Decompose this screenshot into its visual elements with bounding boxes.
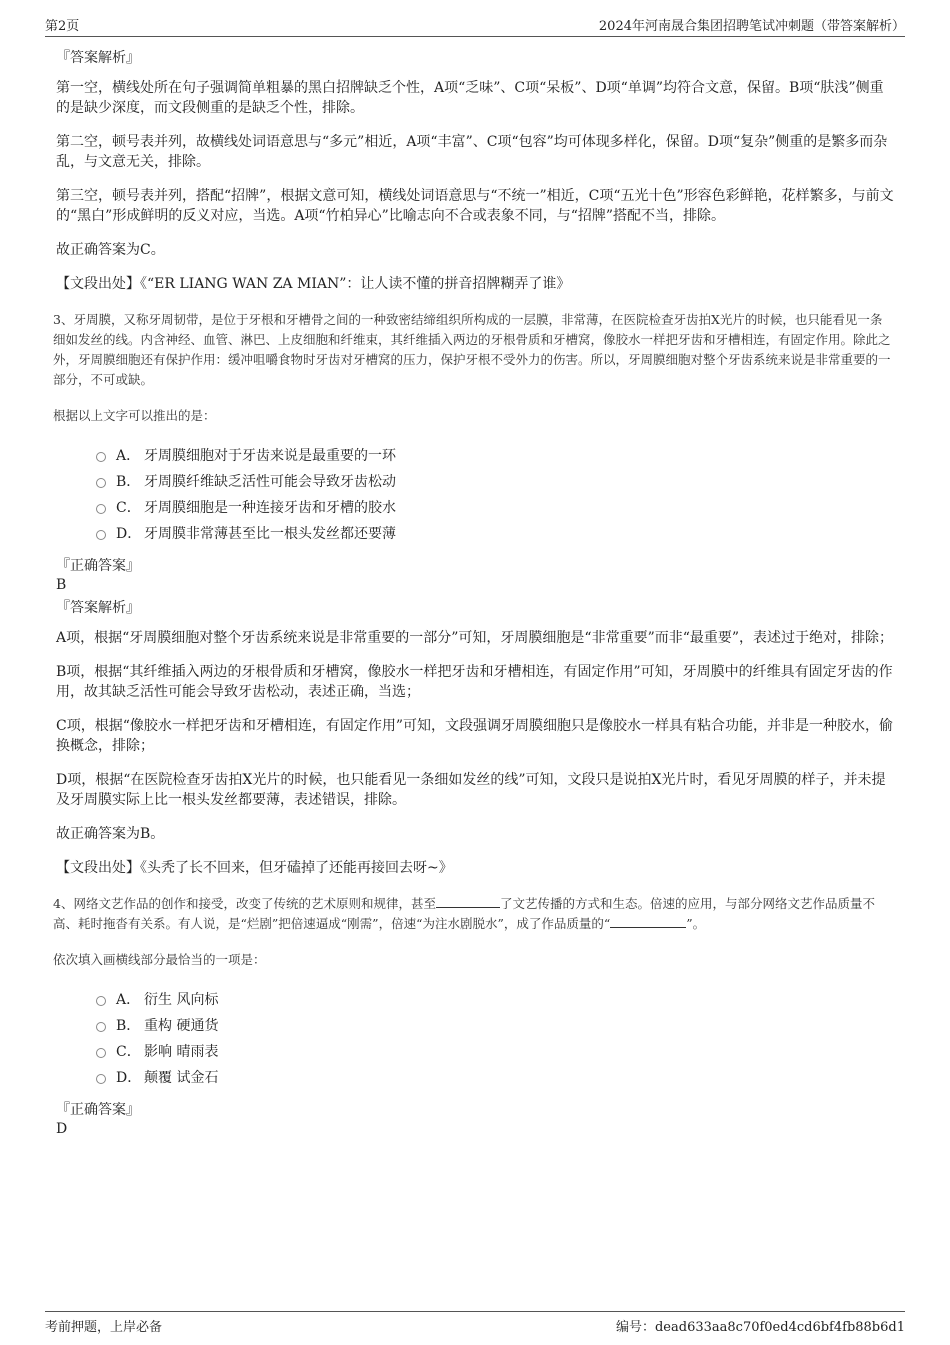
- q4-option-b[interactable]: B． 重构 硬通货: [96, 1012, 894, 1038]
- q2-analysis-p3: 第三空，顿号表并列，搭配“招牌”，根据文意可知，横线处词语意思与“不统一”相近，C项“五光十色”形容色彩鲜艳，花样繁多，与前文的“黑白”形成鲜明的反义对应，当选。A项“竹柏异心”比喻志向不合或表象不同，与“招牌”搭配不当，排除。: [56, 188, 894, 224]
- q3-options: [96, 442, 894, 546]
- q3-option-a[interactable]: A． 牙周膜细胞对于牙齿来说是最重要的一环: [96, 442, 894, 468]
- q3-option-d[interactable]: D． 牙周膜非常薄甚至比一根头发丝都还要薄: [96, 520, 894, 546]
- q3-analysis-d: D项，根据“在医院检查牙齿拍X光片的时候，也只能看见一条细如发丝的线”可知，文段只是说拍X光片时，看见牙周膜的样子，并未提及牙周膜实际上比一根头发丝都要薄，表述错误，排除。: [56, 772, 886, 808]
- q3-analysis-a: A项，根据“牙周膜细胞对整个牙齿系统来说是非常重要的一部分”可知，牙周膜细胞是“非常重要”而非“最重要”，表述过于绝对，排除；: [56, 630, 894, 646]
- q4-stem: 4、网络文艺作品的创作和接受，改变了传统的艺术原则和规律，甚至 了文艺传播的方式和生态。倍速的应用，与部分网络文艺作品质量不高、耗时拖沓有关系。有人说，是“烂剧”把倍速逼成“刚需”，倍速“为注水剧脱水”，成了作品质量的“ ”。: [53, 896, 875, 931]
- blank-1: [436, 895, 500, 908]
- blank-2: [610, 915, 686, 928]
- document-title: 2024年河南晟合集团招聘笔试冲刺题（带答案解析）: [598, 19, 905, 34]
- q2-analysis-p1: 第一空，横线处所在句子强调简单粗暴的黑白招牌缺乏个性，A项“乏味”、C项“呆板”、D项“单调”均符合文意，保留。B项“肤浅”侧重的是缺少深度，而文段侧重的是缺乏个性，排除。: [56, 80, 884, 116]
- radio-icon[interactable]: [96, 452, 106, 462]
- radio-icon[interactable]: [96, 1022, 106, 1032]
- q4-option-d[interactable]: D． 颠覆 试金石: [96, 1064, 894, 1090]
- page-header: [45, 14, 905, 37]
- q3-analysis-label: 『答案解析』: [56, 600, 140, 616]
- radio-icon[interactable]: [96, 996, 106, 1006]
- q3-source: 【文段出处】《头秃了长不回来，但牙磕掉了还能再接回去呀~》: [56, 860, 453, 876]
- page-number: 第2页: [45, 19, 80, 34]
- q3-conclusion: 故正确答案为B。: [56, 826, 165, 842]
- q3-answer: B: [56, 577, 67, 593]
- document-body: [53, 44, 894, 1138]
- q3-answer-label: 『正确答案』: [56, 558, 140, 574]
- q2-conclusion: 故正确答案为C。: [56, 242, 165, 258]
- q3-option-c[interactable]: C． 牙周膜细胞是一种连接牙齿和牙槽的胶水: [96, 494, 894, 520]
- footer-slogan: 考前押题，上岸必备: [45, 1320, 163, 1335]
- q4-answer: D: [56, 1121, 68, 1137]
- q2-source: 【文段出处】《“ER LIANG WAN ZA MIAN”：让人读不懂的拼音招牌糊弄了谁》: [56, 276, 571, 292]
- q4-answer-label: 『正确答案』: [56, 1102, 140, 1118]
- radio-icon[interactable]: [96, 530, 106, 540]
- q3-prompt: 根据以上文字可以推出的是：: [53, 408, 216, 423]
- q2-analysis-label: 『答案解析』: [56, 50, 140, 66]
- q3-analysis-c: C项，根据“像胶水一样把牙齿和牙槽相连，有固定作用”可知，文段强调牙周膜细胞只是像胶水一样具有粘合功能，并非是一种胶水，偷换概念，排除；: [56, 718, 894, 754]
- radio-icon[interactable]: [96, 478, 106, 488]
- radio-icon[interactable]: [96, 504, 106, 514]
- q4-option-a[interactable]: A． 衍生 风向标: [96, 986, 894, 1012]
- q4-prompt: 依次填入画横线部分最恰当的一项是：: [53, 952, 266, 967]
- q3-option-b[interactable]: B． 牙周膜纤维缺乏活性可能会导致牙齿松动: [96, 468, 894, 494]
- page-footer: [45, 1311, 905, 1335]
- radio-icon[interactable]: [96, 1048, 106, 1058]
- q4-option-c[interactable]: C． 影响 晴雨表: [96, 1038, 894, 1064]
- q3-stem: 3、牙周膜，又称牙周韧带，是位于牙根和牙槽骨之间的一种致密结缔组织所构成的一层膜，非常薄，在医院检查牙齿拍X光片的时候，也只能看见一条细如发丝的线。内含神经、血管、淋巴、上皮细胞和纤维束，其纤维插入两边的牙根骨质和牙槽窝，像胶水一样把牙齿和牙槽相连，有固定作用。除此之外，牙周膜细胞还有保护作用：缓冲咀嚼食物时牙齿对牙槽窝的压力，保护牙根不受外力的伤害。所以，牙周膜细胞对整个牙齿系统来说是非常重要的一部分，不可或缺。: [53, 312, 891, 387]
- q3-analysis-b: B项，根据“其纤维插入两边的牙根骨质和牙槽窝，像胶水一样把牙齿和牙槽相连，有固定作用”可知，牙周膜中的纤维具有固定牙齿的作用，故其缺乏活性可能会导致牙齿松动，表述正确，当选；: [56, 664, 893, 700]
- q4-options: [96, 986, 894, 1090]
- q2-analysis-p2: 第二空，顿号表并列，故横线处词语意思与“多元”相近，A项“丰富”、C项“包容”均可体现多样化，保留。D项“复杂”侧重的是繁多而杂乱，与文意无关，排除。: [56, 134, 888, 170]
- radio-icon[interactable]: [96, 1074, 106, 1084]
- footer-id: 编号：dead633aa8c70f0ed4cd6bf4fb88b6d1: [615, 1320, 905, 1335]
